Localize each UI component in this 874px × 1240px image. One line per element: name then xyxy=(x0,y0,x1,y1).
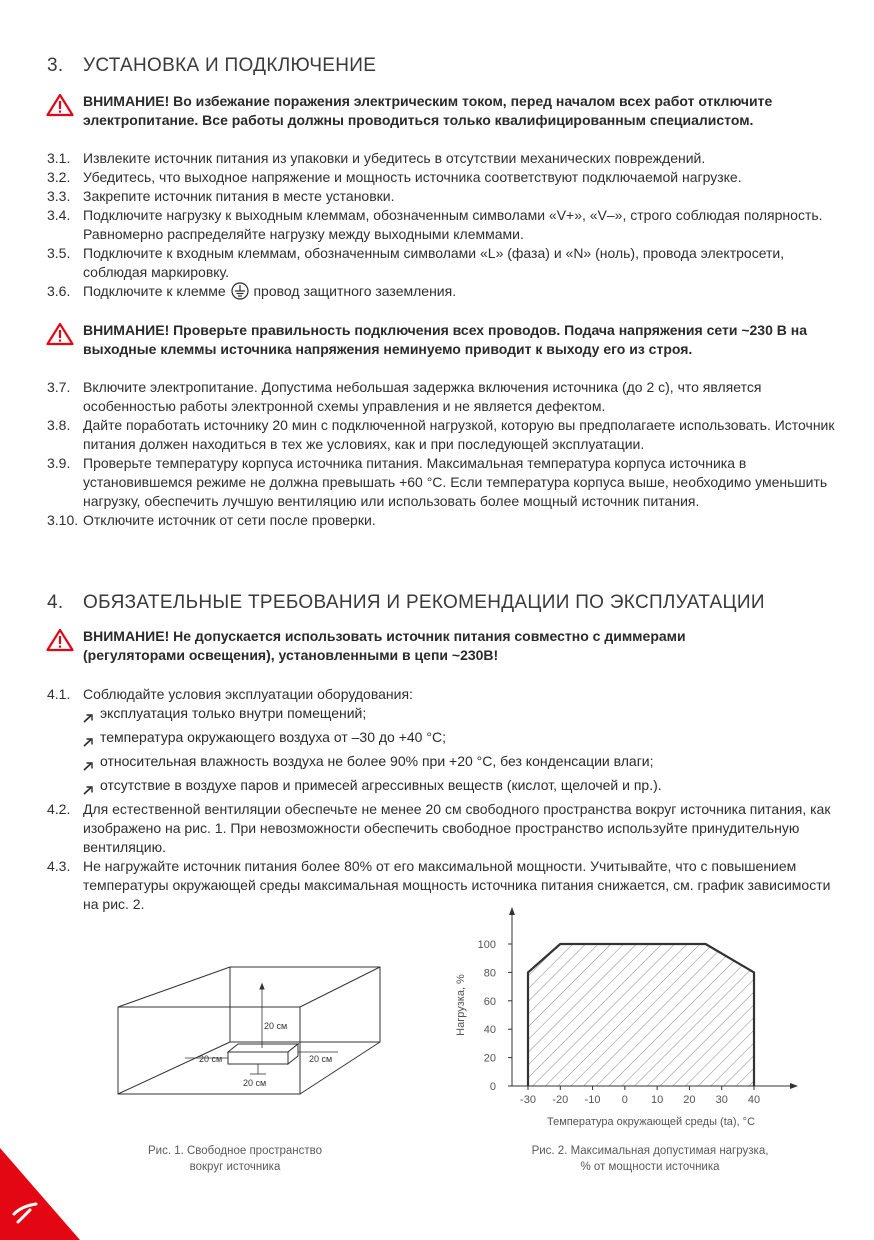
item-number: 3.3. xyxy=(47,188,71,204)
item-text: Подключите к входным клеммам, обозначенным символами «L» (фаза) и «N» (ноль), провода электросети, соблюдая маркировку. xyxy=(83,245,785,280)
dim-label-right: 20 см xyxy=(309,1054,333,1064)
x-tick-label: 10 xyxy=(651,1094,664,1106)
brand-corner-mark xyxy=(0,1148,80,1240)
list-item xyxy=(47,511,847,530)
section-4-heading: ОБЯЗАТЕЛЬНЫЕ ТРЕБОВАНИЯ И РЕКОМЕНДАЦИИ ПО ЭКСПЛУАТАЦИИ xyxy=(83,592,765,613)
warning-block-1 xyxy=(46,92,846,130)
conditions-list xyxy=(83,704,847,800)
item-number: 3.5. xyxy=(47,245,71,261)
section-3-title xyxy=(47,55,376,77)
arrow-bullet-icon xyxy=(83,776,100,800)
item-number: 3.4. xyxy=(47,207,71,223)
list-item-4-1 xyxy=(47,685,847,704)
device-front xyxy=(228,1052,288,1064)
free-space-box-diagram xyxy=(110,962,390,1102)
item-number: 3.2. xyxy=(47,169,71,185)
item-text: Проверьте температуру корпуса источника питания. Максимальная температура корпуса источника в установившемся режиме не должна превышать +60 °C. Если температура корпуса выше, необходимо уменьшить нагрузку, обеспечить лучшую вентиляцию или использовать более мощный источник питания. xyxy=(83,455,828,509)
x-axis-arrow-icon xyxy=(790,1083,798,1089)
condition-text: относительная влажность воздуха не более 90% при +20 °C, без конденсации влаги; xyxy=(100,753,654,769)
item-3-6-text-end: провод защитного заземления. xyxy=(253,283,457,299)
list-item xyxy=(47,149,847,168)
item-text: Извлеките источник питания из упаковки и убедитесь в отсутствии механических повреждений. xyxy=(83,150,706,166)
dim-label-front: 20 см xyxy=(243,1078,267,1088)
condition-bullet xyxy=(83,776,847,800)
device-top xyxy=(228,1044,298,1052)
item-number: 4.3. xyxy=(47,858,71,874)
dim-label-left: 20 см xyxy=(199,1054,223,1064)
x-tick-label: 20 xyxy=(683,1094,696,1106)
list-item-3-6 xyxy=(47,282,847,305)
item-text: Для естественной вентиляции обеспечьте не менее 20 см свободного пространства вокруг источника питания, как изображено на рис. 1. При невозможности обеспечить свободное пространство используйте принудительную вентиляцию. xyxy=(83,801,831,855)
list-item xyxy=(47,454,847,511)
x-tick-label: 0 xyxy=(621,1094,628,1106)
warning-block-3 xyxy=(46,627,846,665)
figure-2-caption xyxy=(510,1143,790,1175)
arrow-bullet-icon xyxy=(83,728,100,752)
list-item xyxy=(47,206,847,244)
condition-bullet xyxy=(83,728,847,752)
item-text: Закрепите источник питания в месте установки. xyxy=(83,188,395,204)
condition-text: отсутствие в воздухе паров и примесей агрессивных веществ (кислот, щелочей и пр.). xyxy=(100,777,662,793)
y-tick-label: 80 xyxy=(483,967,496,980)
dim-label-top: 20 см xyxy=(264,1021,288,1031)
caption-line: вокруг источника xyxy=(189,1161,281,1173)
item-text: Соблюдайте условия эксплуатации оборудования: xyxy=(83,686,413,702)
item-number: 3.7. xyxy=(47,379,71,395)
item-text: Включите электропитание. Допустима небольшая задержка включения источника (до 2 с), что является особенностью работы электронной схемы управления и не является дефектом. xyxy=(83,379,762,414)
section-3-items-a xyxy=(47,149,847,305)
item-number: 4.1. xyxy=(47,686,71,702)
warning-text-1: ВНИМАНИЕ! Во избежание поражения электрическим током, перед началом всех работ отключите электропитание. Все работы должны проводиться только квалифицированным специалистом. xyxy=(83,93,773,128)
y-tick-label: 60 xyxy=(483,995,496,1008)
list-item xyxy=(47,800,847,857)
item-number: 3.9. xyxy=(47,455,71,471)
y-tick-label: 20 xyxy=(483,1052,496,1065)
list-item xyxy=(47,378,847,416)
item-number: 3.8. xyxy=(47,417,71,433)
x-tick-label: -20 xyxy=(552,1094,569,1106)
figure-1-caption xyxy=(110,1143,360,1175)
condition-text: температура окружающего воздуха от –30 до +40 °C; xyxy=(100,729,446,745)
chart-area-fill xyxy=(528,944,754,1086)
item-text: Отключите источник от сети после проверки. xyxy=(83,512,376,528)
list-item xyxy=(47,416,847,454)
y-tick-label: 100 xyxy=(477,939,496,951)
warning-triangle-icon xyxy=(46,92,78,130)
item-3-6-text-start: Подключите к клемме xyxy=(83,283,226,299)
caption-line: Рис. 2. Максимальная допустимая нагрузка, xyxy=(531,1145,769,1157)
item-number: 3.6. xyxy=(47,283,71,299)
y-tick-label: 40 xyxy=(483,1024,496,1037)
arrow-bullet-icon xyxy=(83,752,100,776)
figure-1 xyxy=(110,962,390,1107)
item-text: Дайте поработать источнику 20 мин с подключенной нагрузкой, которую вы предполагаете использовать. Источник питания должен находиться в тех же условиях, как и при последующей эксплуатации. xyxy=(83,417,835,452)
x-tick-label: -10 xyxy=(584,1094,601,1106)
chart-y-axis-label: Нагрузка, % xyxy=(455,974,467,1036)
condition-text: эксплуатация только внутри помещений; xyxy=(100,705,367,721)
list-item xyxy=(47,168,847,187)
condition-bullet xyxy=(83,752,847,776)
item-text: Не нагружайте источник питания более 80% от его максимальной мощности. Учитывайте, что с повышением температуры окружающей среды максимальная мощность источника питания снижается, см. график зависимости на рис. 2. xyxy=(83,858,831,912)
x-tick-label: 30 xyxy=(715,1094,728,1106)
warning-text-3: ВНИМАНИЕ! Не допускается использовать источник питания совместно с диммерами (регуляторами освещения), установленными в цепи ~230В! xyxy=(83,628,686,663)
arrow-bullet-icon xyxy=(83,704,100,728)
item-number: 3.1. xyxy=(47,150,71,166)
chart-x-axis-label: Температура окружающей среды (ta), °C xyxy=(546,1116,756,1128)
section-3-heading: УСТАНОВКА И ПОДКЛЮЧЕНИЕ xyxy=(83,55,377,76)
warning-triangle-icon xyxy=(46,627,78,665)
item-number: 4.2. xyxy=(47,801,71,817)
item-text: Подключите нагрузку к выходным клеммам, обозначенным символами «V+», «V–», строго соблюдая полярность. Равномерно распределяйте нагрузку между выходными клеммами. xyxy=(83,207,823,242)
x-tick-label: 40 xyxy=(747,1094,761,1106)
warning-triangle-icon xyxy=(46,321,78,359)
condition-bullet xyxy=(83,704,847,728)
list-item xyxy=(47,187,847,206)
warning-block-2 xyxy=(46,321,846,359)
ground-symbol-icon xyxy=(230,282,250,305)
item-number: 3.10. xyxy=(47,512,79,528)
y-tick-label: 0 xyxy=(489,1081,496,1093)
load-vs-temperature-chart xyxy=(446,905,806,1135)
y-axis-arrow-icon xyxy=(509,907,515,915)
item-text: Убедитесь, что выходное напряжение и мощность источника соответствуют подключаемой нагрузке. xyxy=(83,169,742,185)
x-tick-label: -30 xyxy=(520,1094,536,1106)
section-4-number: 4. xyxy=(47,592,64,613)
section-4-title xyxy=(47,592,765,614)
caption-line: % от мощности источника xyxy=(580,1161,720,1173)
warning-text-2: ВНИМАНИЕ! Проверьте правильность подключения всех проводов. Подача напряжения сети ~230 В на выходные клеммы источника напряжения неминуемо приводит к выходу его из строя. xyxy=(83,322,808,357)
figure-2 xyxy=(446,905,806,1140)
list-item xyxy=(47,244,847,282)
caption-line: Рис. 1. Свободное пространство xyxy=(147,1145,323,1157)
section-3-number: 3. xyxy=(47,55,64,76)
item-text xyxy=(83,282,847,305)
section-4-items xyxy=(47,685,847,914)
section-3-items-b xyxy=(47,378,847,530)
